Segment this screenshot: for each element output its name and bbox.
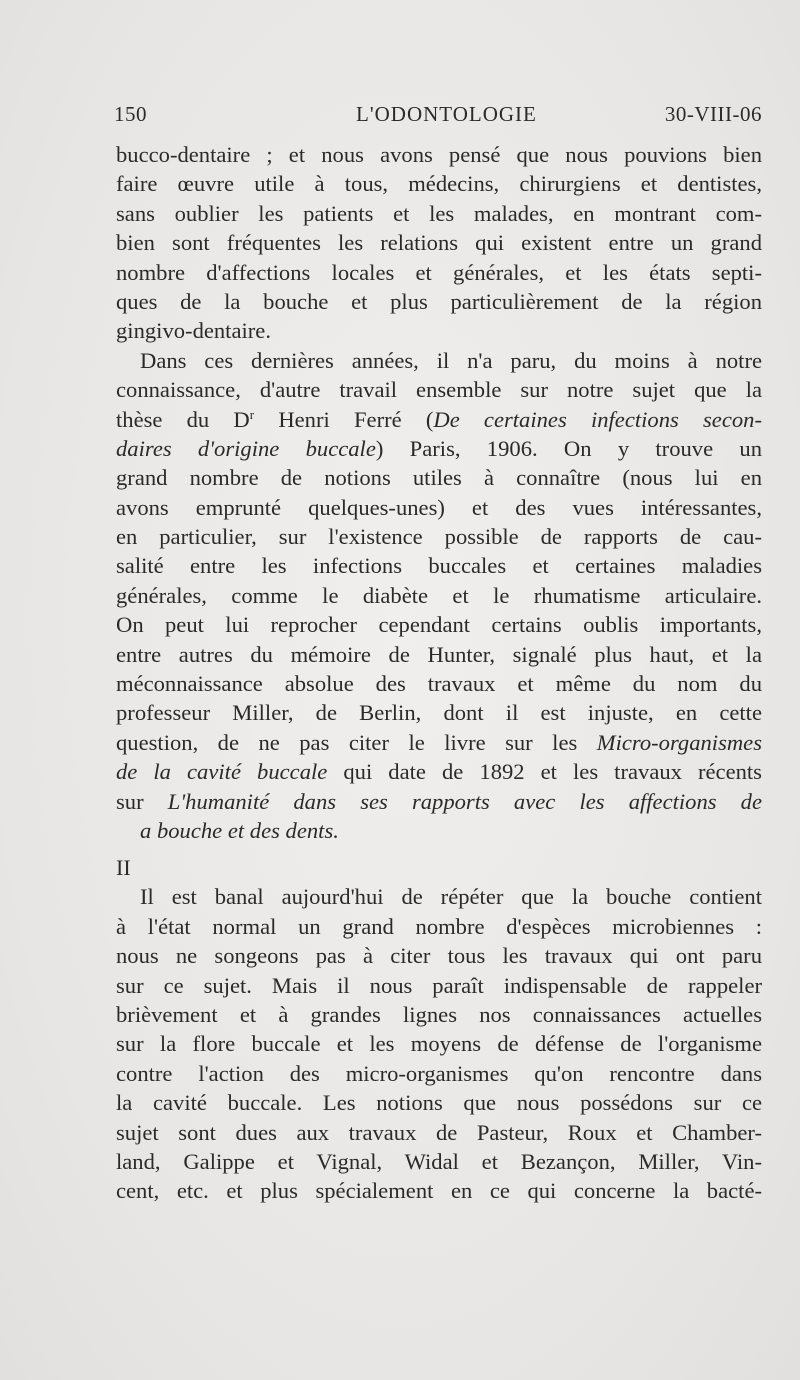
- text-line: nous ne songeons pas à citer tous les travaux qui ont paru: [116, 943, 762, 969]
- text-run: sur: [116, 788, 168, 814]
- text-line: à l'état normal un grand nombre d'espèces microbiennes :: [116, 913, 762, 939]
- text-line: avons emprunté quelques-unes) et des vues intéressantes,: [116, 494, 762, 520]
- text-line: salité entre les infections buccales et certaines maladies: [116, 553, 762, 579]
- book-title-italic: de la cavité buccale: [116, 759, 328, 785]
- book-title-italic: Micro-organismes: [596, 729, 762, 755]
- text-run: ) Paris, 1906. On y trouve un: [375, 435, 763, 461]
- text-line: méconnaissance absolue des travaux et même du nom du: [116, 671, 762, 697]
- page-number: 150: [114, 102, 147, 126]
- book-title-italic: a bouche et des dents.: [140, 817, 339, 843]
- text-line: bien sont fréquentes les relations qui existent entre un grand: [116, 230, 762, 256]
- issue-date: 30-VIII-06: [664, 102, 762, 126]
- body-text: [116, 140, 762, 1206]
- book-title-italic: De certaines infections secon-: [433, 406, 762, 432]
- superscript: r: [249, 406, 255, 422]
- text-line: contre l'action des micro-organismes qu'on rencontre dans: [116, 1060, 762, 1086]
- paragraph-1: [116, 140, 762, 346]
- text-run: thèse du D: [116, 406, 250, 432]
- text-line: bucco-dentaire ; et nous avons pensé que nous pouvions bien: [116, 142, 762, 167]
- text-line: professeur Miller, de Berlin, dont il est injuste, en cette: [116, 700, 762, 726]
- text-line: On peut lui reprocher cependant certains oublis importants,: [116, 612, 762, 638]
- text-line: [116, 757, 762, 786]
- text-line: Il est banal aujourd'hui de répéter que la bouche contient: [140, 884, 762, 910]
- text-line: [116, 816, 762, 845]
- text-line: sur ce sujet. Mais il nous paraît indispensable de rappeler: [116, 972, 762, 998]
- text-line: cent, etc. et plus spécialement en ce qui concerne la bacté-: [116, 1178, 762, 1204]
- text-line: nombre d'affections locales et générales, et les états septi-: [116, 259, 762, 285]
- text-line: sur la flore buccale et les moyens de défense de l'organisme: [116, 1031, 762, 1057]
- text-line: entre autres du mémoire de Hunter, signalé plus haut, et la: [116, 641, 762, 667]
- text-line: land, Galippe et Vignal, Widal et Bezançon, Miller, Vin-: [116, 1148, 762, 1174]
- section-heading: II: [116, 855, 131, 881]
- text-line: Dans ces dernières années, il n'a paru, du moins à notre: [140, 347, 762, 373]
- text-line: faire œuvre utile à tous, médecins, chirurgiens et dentistes,: [116, 171, 762, 197]
- text-line: [116, 434, 762, 463]
- text-line: [116, 728, 762, 757]
- text-line: générales, comme le diabète et le rhumatisme articulaire.: [116, 582, 762, 608]
- text-line: la cavité buccale. Les notions que nous possédons sur ce: [116, 1090, 762, 1116]
- text-run: qui date de 1892 et les travaux récents: [327, 759, 762, 785]
- text-line: ques de la bouche et plus particulièrement de la région: [116, 288, 762, 314]
- book-title-italic: L'humanité dans ses rapports avec les affections de: [167, 788, 762, 814]
- journal-title: L'ODONTOLOGIE: [356, 102, 537, 126]
- text-line: en particulier, sur l'existence possible de rapports de cau-: [116, 524, 762, 550]
- text-line: sans oublier les patients et les malades, en montrant com-: [116, 200, 762, 226]
- paragraph-3: [116, 882, 762, 1205]
- text-line: connaissance, d'autre travail ensemble sur notre sujet que la: [116, 377, 762, 403]
- text-run: Henri Ferré (: [254, 406, 434, 432]
- text-line: gingivo-dentaire.: [116, 318, 271, 344]
- text-line: [116, 405, 762, 434]
- text-line: [116, 787, 762, 816]
- text-run: question, de ne pas citer le livre sur les: [116, 729, 597, 755]
- text-line: grand nombre de notions utiles à connaître (nous lui en: [116, 465, 762, 491]
- text-line: brièvement et à grandes lignes nos connaissances actuelles: [116, 1001, 762, 1027]
- text-line: sujet sont dues aux travaux de Pasteur, Roux et Chamber-: [116, 1119, 762, 1145]
- paragraph-2: [116, 346, 762, 846]
- book-title-italic: daires d'origine buccale: [116, 435, 376, 461]
- running-head: [112, 102, 762, 132]
